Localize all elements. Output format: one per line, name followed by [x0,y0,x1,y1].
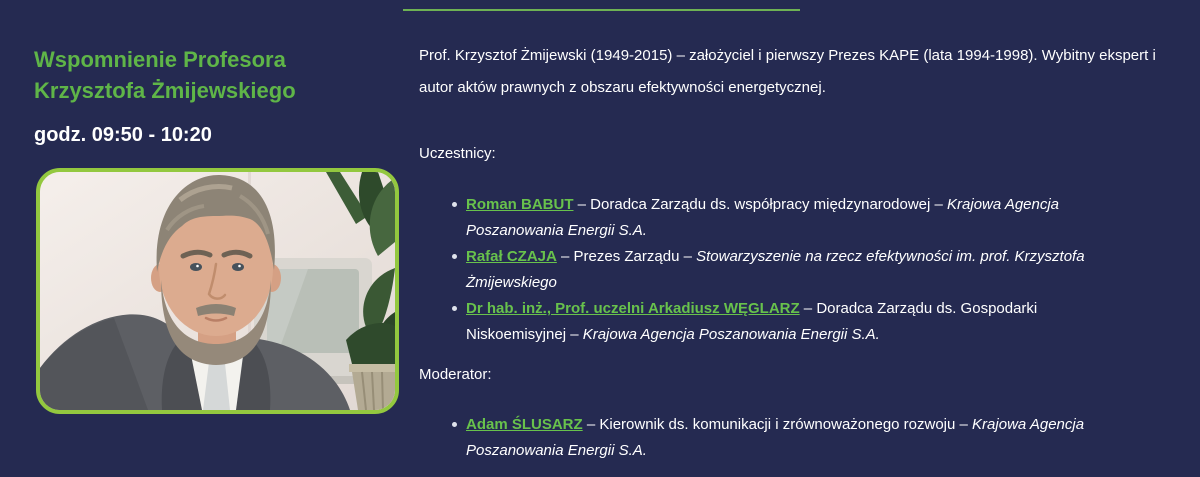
moderator-label: Moderator: [419,366,492,383]
participant-link[interactable]: Rafał CZAJA [466,248,557,265]
moderator-role: – Kierownik ds. komunikacji i zrównoważonego rozwoju – [582,416,973,433]
portrait-photo [36,168,399,414]
bullet-icon [452,306,457,311]
bullet-icon [452,202,457,207]
section-divider-line [403,9,800,11]
session-description: Prof. Krzysztof Żmijewski (1949-2015) – założyciel i pierwszy Prezes KAPE (lata 1994-1998). Wybitny ekspert i autor aktów prawnych z obszaru efektywności energetycznej. [419,47,1156,96]
session-title: Wspomnienie Profesora Krzysztofa Żmijewskiego [34,47,296,103]
participants-label: Uczestnicy: [419,145,496,162]
participant-link[interactable]: Roman BABUT [466,196,574,213]
participant-organization: Stowarzyszenie na rzecz efektywności im. prof. Krzysztofa Żmijewskiego [466,248,1085,291]
bullet-icon [452,254,457,259]
participant-organization: Krajowa Agencja Poszanowania Energii S.A. [582,326,880,343]
session-details-column [419,40,1179,464]
moderator-item [466,412,1136,464]
participant-role: – Prezes Zarządu – [556,248,697,265]
participant-item [466,296,1136,348]
session-summary-column [34,44,386,148]
participant-item [466,244,1136,296]
participant-item [466,192,1136,244]
moderator-organization: Krajowa Agencja Poszanowania Energii S.A. [466,416,1085,459]
participant-organization: Krajowa Agencja Poszanowania Energii S.A. [466,196,1060,239]
session-time: godz. 09:50 - 10:20 [34,124,212,146]
participants-list [419,192,1136,348]
bullet-icon [452,422,457,427]
participant-link[interactable]: Dr hab. inż., Prof. uczelni Arkadiusz WĘGLARZ [466,300,800,317]
participant-role: – Doradca Zarządu ds. współpracy międzynarodowej – [573,196,948,213]
portrait-illustration [40,172,395,410]
moderators-list [419,412,1136,464]
participant-role: – Doradca Zarządu ds. Gospodarki Niskoemisyjnej – [466,300,1038,343]
moderator-link[interactable]: Adam ŚLUSARZ [466,416,583,433]
